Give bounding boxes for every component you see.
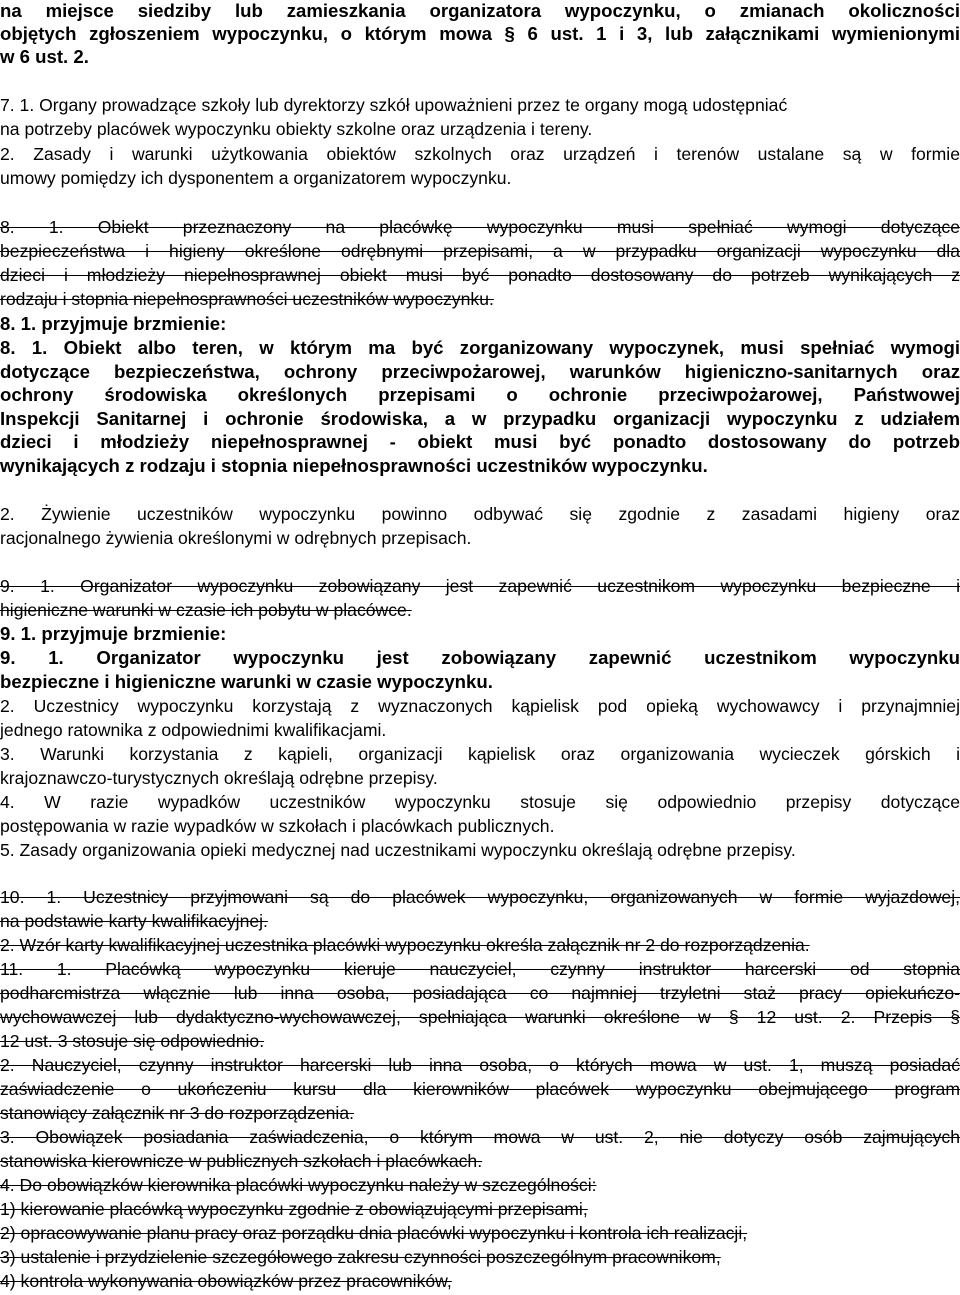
- text-line: postępowania w razie wypadków w szkołach i placówkach publicznych.: [0, 816, 555, 836]
- struck-text-line: 11. 1. Placówką wypoczynku kieruje nauczyciel, czynny instruktor harcerski od stopnia: [0, 959, 960, 979]
- text-line: 5. Zasady organizowania opieki medycznej nad uczestnikami wypoczynku określają odrębne przepisy.: [0, 840, 796, 860]
- struck-text-line: na podstawie karty kwalifikacyjnej.: [0, 911, 268, 931]
- struck-text-line: stanowiska kierownicze w publicznych szkołach i placówkach.: [0, 1151, 483, 1171]
- text-line: krajoznawczo-turystycznych określają odrębne przepisy.: [0, 768, 438, 788]
- bold-text-line: 8. 1. Obiekt albo teren, w którym ma być zorganizowany wypoczynek, musi spełniać wymogi: [0, 337, 960, 358]
- struck-text-line: dzieci i młodzieży niepełnosprawnej obiekt musi być ponadto dostosowany do potrzeb wynikających z: [0, 265, 960, 285]
- bold-text-line: wynikających z rodzaju i stopnia niepełnosprawności uczestników wypoczynku.: [0, 455, 708, 476]
- bold-text-line: bezpieczne i higieniczne warunki w czasie wypoczynku.: [0, 671, 493, 692]
- struck-text-line: rodzaju i stopnia niepełnosprawności uczestników wypoczynku.: [0, 289, 494, 309]
- struck-text-line: 9. 1. Organizator wypoczynku zobowiązany jest zapewnić uczestnikom wypoczynku bezpieczne i: [0, 576, 960, 596]
- text-line: 2. Żywienie uczestników wypoczynku powinno odbywać się zgodnie z zasadami higieny oraz: [0, 504, 960, 524]
- struck-text-line: 4. Do obowiązków kierownika placówki wypoczynku należy w szczególności:: [0, 1175, 597, 1195]
- text-line: 7. 1. Organy prowadzące szkoły lub dyrektorzy szkół upoważnieni przez te organy mogą udostępniać: [0, 95, 788, 115]
- struck-text-line: 3) ustalenie i przydzielenie szczegółowego zakresu czynności poszczególnym pracownikom,: [0, 1247, 721, 1267]
- struck-text-line: bezpieczeństwa i higieny określone odrębnymi przepisami, a w przypadku organizacji wypoczynku dla: [0, 241, 960, 261]
- struck-text-line: stanowiący załącznik nr 3 do rozporządzenia.: [0, 1103, 355, 1123]
- struck-text-line: zaświadczenie o ukończeniu kursu dla kierowników placówek wypoczynku obejmującego program: [0, 1079, 960, 1099]
- struck-text-line: 12 ust. 3 stosuje się odpowiednio.: [0, 1031, 265, 1051]
- bold-text-line: 9. 1. Organizator wypoczynku jest zobowiązany zapewnić uczestnikom wypoczynku: [0, 647, 960, 668]
- bold-text-line: na miejsce siedziby lub zamieszkania organizatora wypoczynku, o zmianach okoliczności: [0, 0, 960, 21]
- bold-text-line: Inspekcji Sanitarnej i ochronie środowiska, a w przypadku organizacji wypoczynku z udziałem: [0, 408, 960, 429]
- struck-text-line: 1) kierowanie placówką wypoczynku zgodnie z obowiązującymi przepisami,: [0, 1199, 588, 1219]
- struck-text-line: 3. Obowiązek posiadania zaświadczenia, o którym mowa w ust. 2, nie dotyczy osób zajmujących: [0, 1127, 960, 1147]
- struck-text-line: podharcmistrza włącznie lub inna osoba, posiadająca co najmniej trzyletni staż pracy opiekuńczo-: [0, 983, 960, 1003]
- struck-text-line: 10. 1. Uczestnicy przyjmowani są do placówek wypoczynku, organizowanych w formie wyjazdowej,: [0, 887, 960, 907]
- struck-text-line: 8. 1. Obiekt przeznaczony na placówkę wypoczynku musi spełniać wymogi dotyczące: [0, 217, 960, 237]
- text-line: 3. Warunki korzystania z kąpieli, organizacji kąpielisk oraz organizowania wycieczek górskich i: [0, 744, 960, 764]
- bold-text-line: 9. 1. przyjmuje brzmienie:: [0, 623, 227, 644]
- bold-text-line: 8. 1. przyjmuje brzmienie:: [0, 313, 227, 334]
- bold-text-line: dzieci i młodzieży niepełnosprawnej - obiekt musi być ponadto dostosowany do potrzeb: [0, 431, 960, 452]
- text-line: racjonalnego żywienia określonymi w odrębnych przepisach.: [0, 528, 472, 548]
- bold-text-line: dotyczące bezpieczeństwa, ochrony przeciwpożarowej, warunków higieniczno-sanitarnych oraz: [0, 361, 960, 382]
- text-line: umowy pomiędzy ich dysponentem a organizatorem wypoczynku.: [0, 168, 512, 188]
- bold-text-line: ochrony środowiska określonych przepisami o ochronie przeciwpożarowej, Państwowej: [0, 384, 960, 405]
- struck-text-line: 2. Wzór karty kwalifikacyjnej uczestnika placówki wypoczynku określa załącznik nr 2 do rozporządzenia.: [0, 935, 810, 955]
- bold-text-line: objętych zgłoszeniem wypoczynku, o którym mowa § 6 ust. 1 i 3, lub załącznikami wymienionymi: [0, 23, 960, 44]
- struck-text-line: higieniczne warunki w czasie ich pobytu w placówce.: [0, 600, 412, 620]
- struck-text-line: wychowawczej lub dydaktyczno-wychowawczej, spełniająca warunki określone w § 12 ust. 2. Przepis §: [0, 1007, 960, 1027]
- text-line: jednego ratownika z odpowiednimi kwalifikacjami.: [0, 720, 387, 740]
- struck-text-line: 4) kontrola wykonywania obowiązków przez pracowników,: [0, 1271, 452, 1291]
- bold-text-line: w 6 ust. 2.: [0, 46, 89, 67]
- text-line: 2. Zasady i warunki użytkowania obiektów szkolnych oraz urządzeń i terenów ustalane są w formie: [0, 144, 960, 164]
- text-line: 4. W razie wypadków uczestników wypoczynku stosuje się odpowiednio przepisy dotyczące: [0, 792, 960, 812]
- text-line: na potrzeby placówek wypoczynku obiekty szkolne oraz urządzenia i tereny.: [0, 119, 593, 139]
- struck-text-line: 2) opracowywanie planu pracy oraz porządku dnia placówki wypoczynku i kontrola ich realizacji,: [0, 1223, 748, 1243]
- struck-text-line: 2. Nauczyciel, czynny instruktor harcerski lub inna osoba, o których mowa w ust. 1, muszą posiadać: [0, 1055, 960, 1075]
- text-line: 2. Uczestnicy wypoczynku korzystają z wyznaczonych kąpielisk pod opieką wychowawcy i przynajmniej: [0, 696, 960, 716]
